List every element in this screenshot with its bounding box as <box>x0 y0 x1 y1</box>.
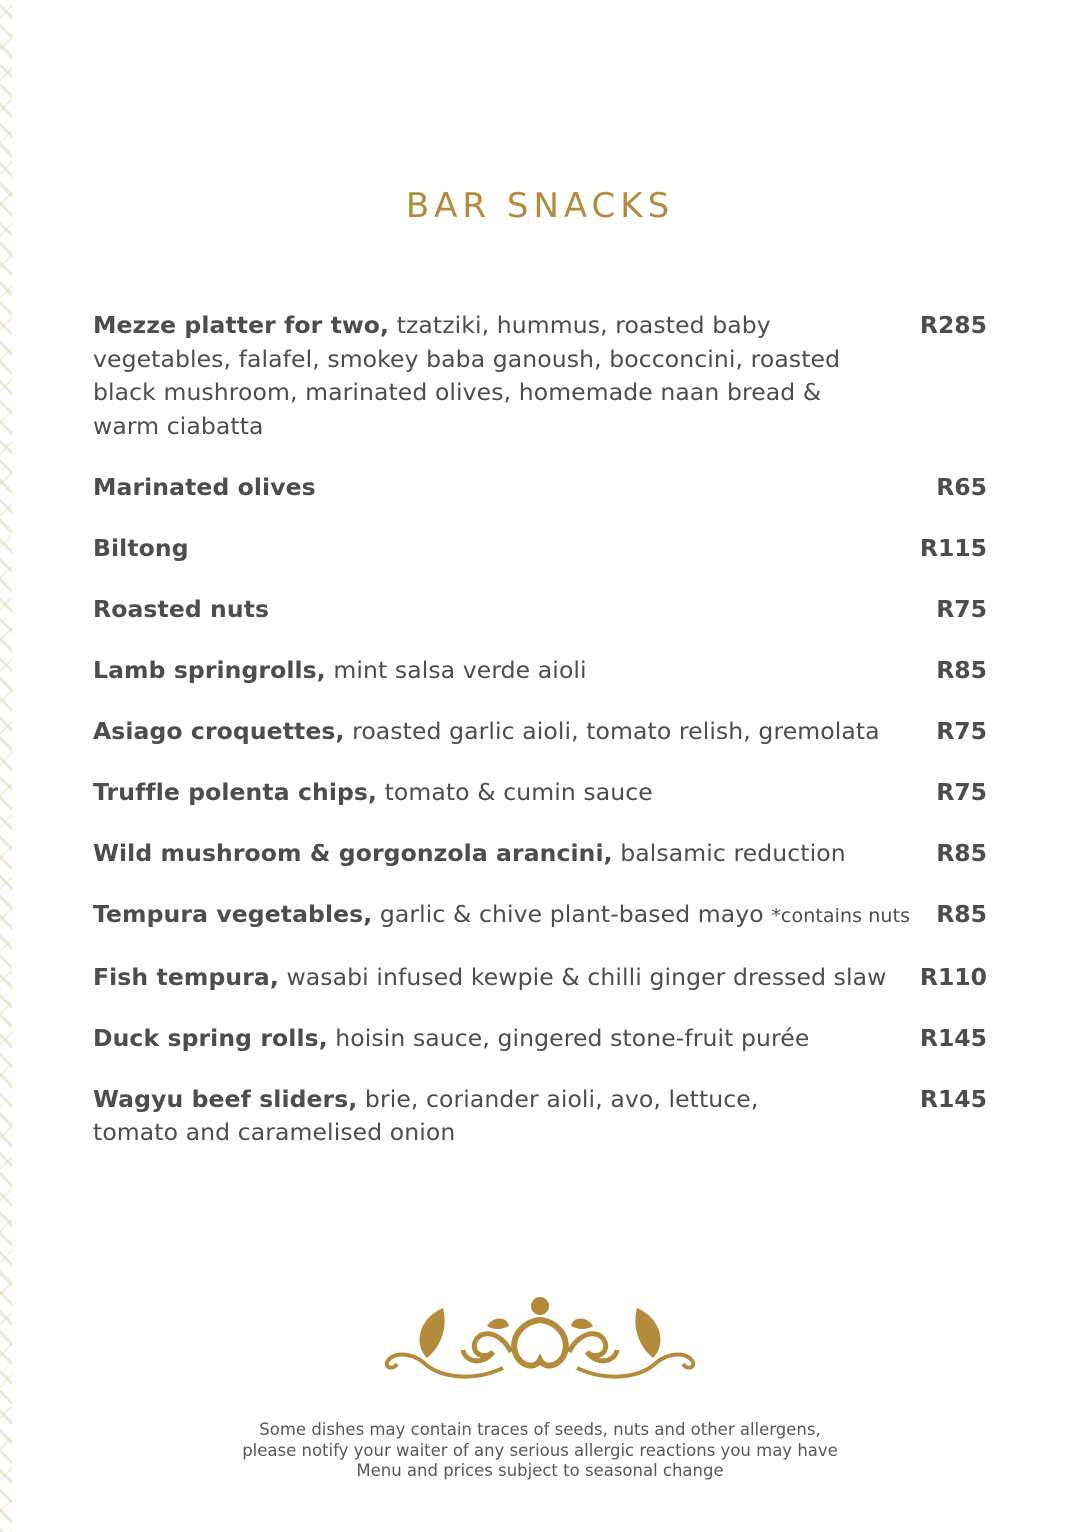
menu-item-text <box>93 532 913 566</box>
allergen-note: *contains nuts <box>771 904 911 927</box>
menu-item-price: R145 <box>919 1084 987 1113</box>
decorative-edge-pattern <box>0 0 12 1532</box>
menu-item-text <box>93 837 913 871</box>
menu-item-name: Wagyu beef sliders, <box>93 1084 358 1113</box>
menu-item-description: tzatziki, hummus, roasted baby vegetables, falafel, smokey baba ganoush, bocconcini, roasted black mushroom, marinated olives, homemade naan bread & warm ciabatta <box>93 311 841 440</box>
menu-item-name: Asiago croquettes, <box>93 716 345 745</box>
menu-item-description: balsamic reduction <box>612 838 846 867</box>
menu-item-price: R145 <box>919 1023 987 1052</box>
menu-item <box>93 532 987 566</box>
gold-flourish-ornament-icon <box>383 1296 697 1382</box>
menu-item-description: brie, coriander aioli, avo, lettuce, tomato and caramelised onion <box>93 1084 759 1146</box>
menu-item-text <box>93 715 913 749</box>
menu-item-description: tomato & cumin sauce <box>377 777 653 806</box>
menu-item-name: Marinated olives <box>93 472 316 501</box>
menu-item-text <box>93 593 913 627</box>
menu-item-price: R85 <box>936 838 987 867</box>
menu-item-description: garlic & chive plant-based mayo <box>372 899 772 928</box>
disclaimer-line: please notify your waiter of any serious allergic reactions you may have <box>242 1440 838 1460</box>
menu-item-text <box>93 654 913 688</box>
menu-item <box>93 471 987 505</box>
menu-title: BAR SNACKS <box>405 186 675 226</box>
menu-item <box>93 309 987 443</box>
menu-item-text <box>93 898 913 934</box>
menu-item <box>93 715 987 749</box>
menu-item-name: Roasted nuts <box>93 594 270 623</box>
menu-item-price: R75 <box>936 716 987 745</box>
menu-item-text <box>93 776 913 810</box>
menu-item-text <box>93 471 913 505</box>
menu-item-name: Lamb springrolls, <box>93 655 326 684</box>
menu-item-price: R75 <box>936 777 987 806</box>
menu-item-price: R85 <box>936 899 987 928</box>
menu-item-name: Truffle polenta chips, <box>93 777 378 806</box>
menu-list <box>93 309 987 1177</box>
menu-item-text <box>93 1083 823 1150</box>
menu-item-description: roasted garlic aioli, tomato relish, gremolata <box>344 716 880 745</box>
menu-item-text <box>93 309 893 443</box>
menu-item-description: mint salsa verde aioli <box>325 655 587 684</box>
disclaimer-line: Some dishes may contain traces of seeds, nuts and other allergens, <box>259 1420 821 1439</box>
menu-item-price: R110 <box>919 962 987 991</box>
menu-item-price: R75 <box>936 594 987 623</box>
menu-item <box>93 593 987 627</box>
menu-item-name: Wild mushroom & gorgonzola arancini, <box>93 838 613 867</box>
menu-item-price: R115 <box>919 533 987 562</box>
menu-item-price: R65 <box>936 472 987 501</box>
menu-item-name: Biltong <box>93 533 189 562</box>
menu-item <box>93 898 987 934</box>
menu-item-name: Tempura vegetables, <box>93 899 373 928</box>
disclaimer-line: Menu and prices subject to seasonal change <box>356 1461 724 1480</box>
menu-item-price: R85 <box>936 655 987 684</box>
menu-item <box>93 1022 987 1056</box>
menu-item-price: R285 <box>919 311 987 339</box>
menu-item-name: Mezze platter for two, <box>93 311 390 339</box>
menu-item-name: Duck spring rolls, <box>93 1023 328 1052</box>
menu-item <box>93 654 987 688</box>
menu-item <box>93 837 987 871</box>
menu-item-description: wasabi infused kewpie & chilli ginger dressed slaw <box>278 962 887 991</box>
menu-item <box>93 776 987 810</box>
menu-item-text <box>93 961 913 995</box>
allergen-disclaimer <box>0 1420 1080 1482</box>
menu-item-name: Fish tempura, <box>93 962 279 991</box>
menu-item-text <box>93 1022 913 1056</box>
menu-item <box>93 1083 987 1150</box>
menu-item <box>93 961 987 995</box>
menu-item-description: hoisin sauce, gingered stone-fruit purée <box>327 1023 810 1052</box>
